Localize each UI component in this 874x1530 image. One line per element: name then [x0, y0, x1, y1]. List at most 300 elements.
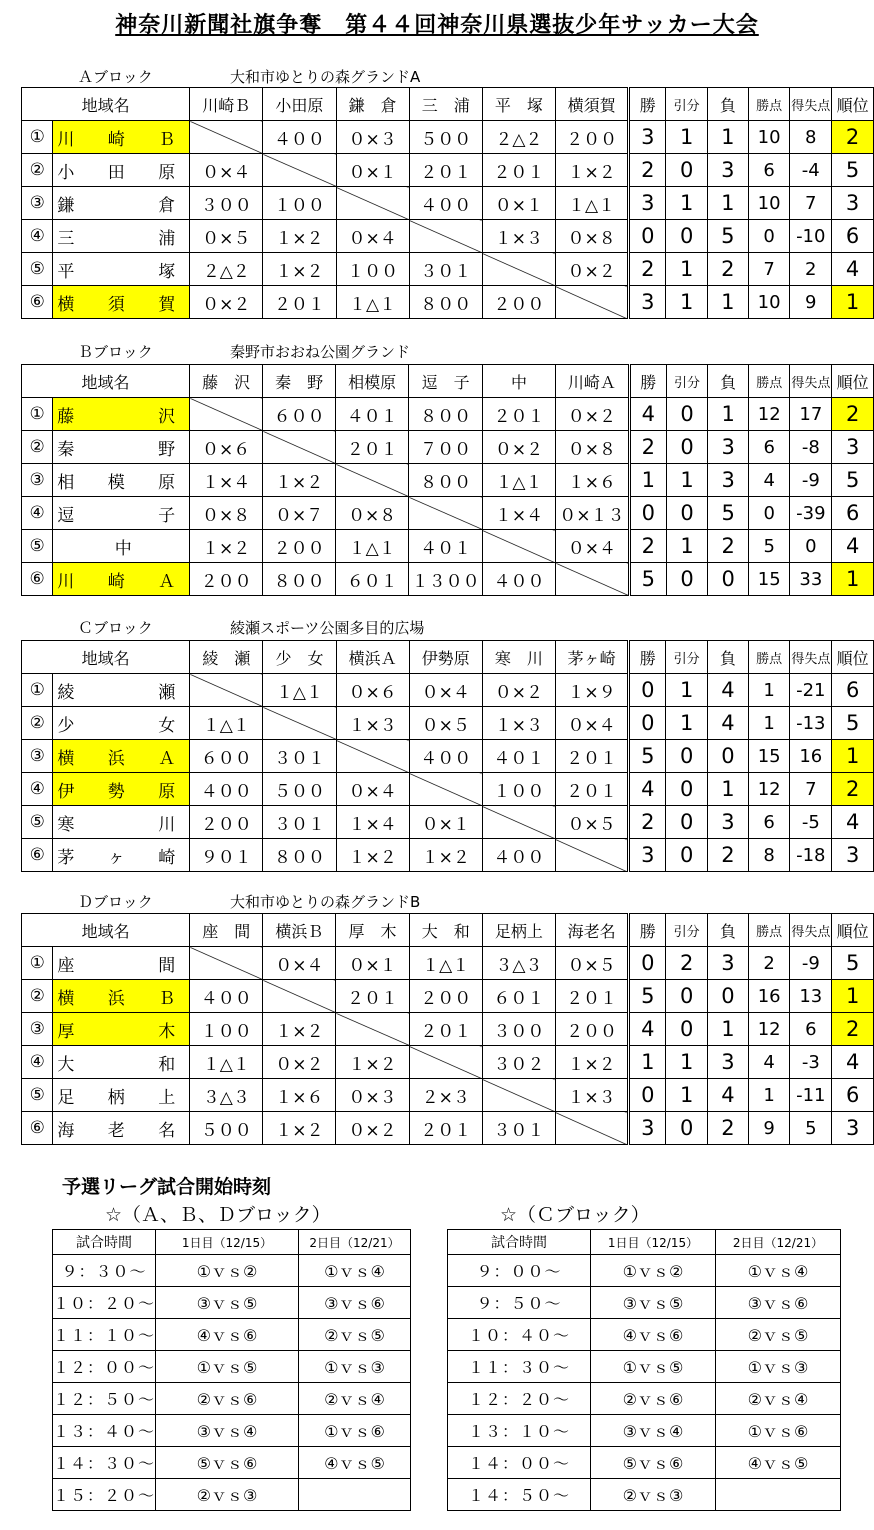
stat-cell: 33: [790, 563, 832, 596]
match-result: ０×５: [555, 806, 628, 839]
schedule-row: [53, 1255, 411, 1287]
stat-cell: 7: [748, 253, 789, 286]
match-result: １×２: [263, 1112, 336, 1145]
rank-cell: 5: [832, 154, 874, 187]
diagonal-cell: [263, 154, 336, 187]
stat-cell: 3: [707, 947, 748, 980]
table-row: [22, 464, 874, 497]
stat-cell: 15: [749, 563, 790, 596]
stat-cell: 1: [629, 464, 666, 497]
match-result: １×６: [263, 1079, 336, 1112]
match-result: ０×２: [190, 286, 263, 319]
stat-cell: -5: [790, 806, 832, 839]
match-result: １×２: [336, 1046, 409, 1079]
stat-cell: 12: [748, 1013, 789, 1046]
team-name: 中: [53, 530, 190, 563]
matchup: ⑤ｖｓ⑥: [156, 1447, 299, 1479]
rank-cell: 6: [832, 497, 874, 530]
rank-cell: 1: [832, 563, 874, 596]
match-result: ２０１: [409, 1112, 482, 1145]
match-result: ４００: [409, 740, 482, 773]
stat-cell: -3: [790, 1046, 832, 1079]
opponent-header: 中: [482, 365, 555, 398]
match-result: ０×２: [556, 398, 630, 431]
stat-cell: 5: [790, 1112, 832, 1145]
opponent-header: 小田原: [263, 88, 336, 121]
match-result: １△１: [555, 187, 628, 220]
opponent-header: 大 和: [409, 914, 482, 947]
team-name: 川 崎 Ｂ: [53, 121, 190, 154]
stat-cell: 9: [748, 1112, 789, 1145]
stat-cell: -9: [790, 464, 832, 497]
stat-cell: 0: [666, 806, 707, 839]
diagonal-cell: [482, 806, 555, 839]
match-result: ０×３: [336, 1079, 409, 1112]
stat-header: 勝点: [748, 88, 789, 121]
schedule-title: 予選リーグ試合開始時刻: [62, 1176, 272, 1198]
stat-cell: 1: [666, 464, 707, 497]
stat-header: 順位: [832, 641, 874, 674]
match-result: ２００: [482, 286, 555, 319]
schedule-header: 2日目（12/21）: [299, 1230, 411, 1255]
match-result: ４００: [409, 187, 482, 220]
match-result: ０×６: [336, 674, 409, 707]
match-result: ０×２: [555, 253, 628, 286]
schedule-header: 2日目（12/21）: [716, 1230, 841, 1255]
match-result: ３０１: [409, 253, 482, 286]
stat-cell: 1: [708, 398, 749, 431]
team-number: ①: [22, 947, 53, 980]
matchup: ③ｖｓ⑥: [299, 1287, 411, 1319]
match-result: １×３: [482, 707, 555, 740]
stat-cell: 16: [790, 740, 832, 773]
match-result: １×２: [263, 220, 336, 253]
stat-cell: 1: [666, 1046, 707, 1079]
table-row: [22, 947, 874, 980]
stat-header: 得失点: [790, 365, 832, 398]
match-result: ５００: [263, 773, 336, 806]
stat-cell: 0: [666, 431, 707, 464]
matchup: ④ｖｓ⑤: [299, 1447, 411, 1479]
table-row: [22, 740, 874, 773]
stat-cell: 3: [708, 431, 749, 464]
stat-cell: -10: [790, 220, 832, 253]
stat-cell: 3: [707, 806, 748, 839]
team-number: ⑤: [22, 530, 53, 563]
rank-cell: 3: [832, 187, 874, 220]
match-result: １×２: [555, 154, 628, 187]
match-result: １００: [482, 773, 555, 806]
match-result: １×９: [555, 674, 628, 707]
match-result: １×２: [190, 530, 263, 563]
diagonal-cell: [263, 980, 336, 1013]
team-name: 秦 野: [53, 431, 190, 464]
diagonal-cell: [482, 1079, 555, 1112]
team-name: 足 柄 上: [53, 1079, 190, 1112]
stat-cell: 1: [666, 707, 707, 740]
stat-cell: 2: [629, 253, 666, 286]
match-result: ２０１: [555, 773, 628, 806]
diagonal-cell: [482, 530, 555, 563]
table-row: [22, 1046, 874, 1079]
stat-cell: 3: [707, 1046, 748, 1079]
stat-cell: 1: [666, 530, 707, 563]
schedule-row: [448, 1319, 841, 1351]
match-result: ０×８: [555, 220, 628, 253]
match-result: ２００: [190, 806, 263, 839]
matchup: ①ｖｓ⑥: [299, 1415, 411, 1447]
stat-cell: 2: [629, 806, 666, 839]
stat-cell: 1: [629, 1046, 666, 1079]
opponent-header: 少 女: [263, 641, 336, 674]
stat-cell: 9: [790, 286, 832, 319]
match-result: ７００: [409, 431, 483, 464]
match-result: ６００: [263, 398, 336, 431]
match-time: １２：００～: [53, 1351, 156, 1383]
area-header: 地域名: [22, 365, 190, 398]
stat-cell: 3: [629, 286, 666, 319]
match-result: ０×１: [336, 947, 409, 980]
team-number: ④: [22, 497, 53, 530]
stat-cell: 0: [748, 220, 789, 253]
area-header: 地域名: [22, 88, 190, 121]
schedule-row: [448, 1287, 841, 1319]
team-number: ①: [22, 398, 53, 431]
diagonal-cell: [336, 187, 409, 220]
table-row: [22, 187, 874, 220]
stat-header: 引分: [666, 914, 707, 947]
match-result: ４００: [263, 121, 336, 154]
table-row: [22, 121, 874, 154]
matchup: ③ｖｓ⑤: [591, 1287, 716, 1319]
stat-cell: 0: [666, 220, 707, 253]
table-row: [22, 286, 874, 319]
diagonal-cell: [555, 286, 628, 319]
match-result: ４００: [482, 563, 555, 596]
stat-cell: 2: [790, 253, 832, 286]
stat-cell: 0: [629, 497, 666, 530]
stat-cell: 1: [666, 253, 707, 286]
stat-cell: 2: [629, 154, 666, 187]
matchup: ②ｖｓ⑥: [591, 1383, 716, 1415]
match-result: ０×７: [263, 497, 336, 530]
match-result: １×２: [263, 253, 336, 286]
rank-cell: 2: [832, 1013, 874, 1046]
block-venue: 大和市ゆとりの森グランドB: [230, 893, 421, 911]
diagonal-cell: [409, 220, 482, 253]
schedule-row: [448, 1255, 841, 1287]
stat-header: 順位: [832, 914, 874, 947]
block-label: Ｄブロック: [78, 893, 153, 911]
rank-cell: 4: [832, 530, 874, 563]
match-result: ６００: [190, 740, 263, 773]
match-result: ２０１: [482, 398, 555, 431]
match-result: １×６: [556, 464, 630, 497]
rank-cell: 3: [832, 839, 874, 872]
stat-cell: 0: [666, 740, 707, 773]
stat-cell: 0: [629, 1079, 666, 1112]
table-row: [22, 980, 874, 1013]
stat-cell: 0: [666, 1013, 707, 1046]
match-result: ８００: [409, 464, 483, 497]
match-time: １４：００～: [448, 1447, 591, 1479]
matchup: ②ｖｓ⑤: [299, 1319, 411, 1351]
matchup: ③ｖｓ⑤: [156, 1287, 299, 1319]
stat-cell: 6: [790, 1013, 832, 1046]
schedule-table-abd: [52, 1229, 411, 1511]
area-header: 地域名: [22, 641, 190, 674]
stat-cell: 4: [629, 1013, 666, 1046]
team-number: ④: [22, 773, 53, 806]
team-number: ③: [22, 187, 53, 220]
team-number: ④: [22, 220, 53, 253]
match-result: ４０１: [336, 398, 409, 431]
stat-cell: 10: [748, 187, 789, 220]
diagonal-cell: [336, 1013, 409, 1046]
diagonal-cell: [190, 398, 263, 431]
match-result: ２００: [263, 530, 336, 563]
table-row: [22, 1112, 874, 1145]
matchup: ②ｖｓ⑥: [156, 1383, 299, 1415]
team-number: ③: [22, 740, 53, 773]
stat-header: 負: [707, 88, 748, 121]
matchup: ②ｖｓ③: [156, 1479, 299, 1511]
stat-header: 順位: [832, 88, 874, 121]
stat-cell: 5: [629, 980, 666, 1013]
match-result: ４００: [190, 773, 263, 806]
schedule-table-c: [447, 1229, 841, 1511]
stat-cell: -21: [790, 674, 832, 707]
stat-cell: 2: [708, 530, 749, 563]
match-time: １０：４０～: [448, 1319, 591, 1351]
match-result: １×３: [482, 220, 555, 253]
schedule-header: 試合時間: [53, 1230, 156, 1255]
stat-header: 得失点: [790, 641, 832, 674]
matchup: ④ｖｓ⑤: [716, 1447, 841, 1479]
match-result: ０×８: [336, 497, 409, 530]
match-result: ６０１: [482, 980, 555, 1013]
stat-cell: 4: [707, 674, 748, 707]
stat-header: 引分: [666, 365, 707, 398]
rank-cell: 1: [832, 980, 874, 1013]
match-result: ０×２: [482, 674, 555, 707]
matchup: ②ｖｓ④: [716, 1383, 841, 1415]
league-table: [21, 640, 874, 872]
match-result: ２０１: [409, 1013, 482, 1046]
stat-cell: 0: [629, 707, 666, 740]
stat-header: 勝点: [748, 641, 789, 674]
match-result: ４００: [190, 980, 263, 1013]
schedule-row: [448, 1383, 841, 1415]
stat-cell: 5: [707, 220, 748, 253]
match-result: ５００: [409, 121, 482, 154]
matchup: ②ｖｓ⑤: [716, 1319, 841, 1351]
matchup: ①ｖｓ⑥: [716, 1415, 841, 1447]
table-row: [22, 154, 874, 187]
opponent-header: 厚 木: [336, 914, 409, 947]
diagonal-cell: [556, 563, 630, 596]
match-result: ２０１: [336, 980, 409, 1013]
diagonal-cell: [190, 947, 263, 980]
match-result: ２０１: [409, 154, 482, 187]
stat-cell: 0: [790, 530, 832, 563]
opponent-header: 座 間: [190, 914, 263, 947]
match-time: １５：２０～: [53, 1479, 156, 1511]
opponent-header: 逗 子: [409, 365, 483, 398]
match-result: ４０１: [482, 740, 555, 773]
matchup: ③ｖｓ④: [591, 1415, 716, 1447]
team-number: ⑤: [22, 1079, 53, 1112]
stat-header: 勝: [629, 914, 666, 947]
table-row: [22, 1013, 874, 1046]
team-name: 茅 ヶ 崎: [53, 839, 190, 872]
stat-header: 勝点: [749, 365, 790, 398]
matchup: ④ｖｓ⑥: [591, 1319, 716, 1351]
match-result: ２△２: [190, 253, 263, 286]
match-result: ２００: [190, 563, 263, 596]
team-name: 横 浜 Ｂ: [53, 980, 190, 1013]
diagonal-cell: [263, 707, 336, 740]
match-time: １１：１０～: [53, 1319, 156, 1351]
stat-cell: 2: [629, 530, 666, 563]
rank-cell: 1: [832, 286, 874, 319]
table-row: [22, 839, 874, 872]
rank-cell: 4: [832, 253, 874, 286]
match-result: １△１: [409, 947, 482, 980]
stat-cell: 3: [708, 464, 749, 497]
stat-cell: 5: [629, 740, 666, 773]
stat-header: 勝: [629, 641, 666, 674]
team-name: 横 須 賀: [53, 286, 190, 319]
table-row: [22, 773, 874, 806]
match-result: １△１: [336, 286, 409, 319]
rank-cell: 5: [832, 947, 874, 980]
stat-cell: 15: [748, 740, 789, 773]
team-name: 厚 木: [53, 1013, 190, 1046]
team-number: ②: [22, 980, 53, 1013]
stat-header: 勝: [629, 88, 666, 121]
stat-cell: 0: [629, 674, 666, 707]
match-result: ０×４: [190, 154, 263, 187]
match-time: ９：００～: [448, 1255, 591, 1287]
match-result: ０×２: [336, 1112, 409, 1145]
stat-cell: 6: [749, 431, 790, 464]
stat-header: 勝: [629, 365, 666, 398]
stat-cell: 0: [666, 980, 707, 1013]
stat-cell: 4: [748, 1046, 789, 1079]
matchup: ①ｖｓ③: [716, 1351, 841, 1383]
stat-cell: 6: [748, 806, 789, 839]
stat-header: 順位: [832, 365, 874, 398]
stat-header: 負: [707, 914, 748, 947]
team-name: 海 老 名: [53, 1112, 190, 1145]
match-result: ４０１: [409, 530, 483, 563]
match-result: ２０１: [482, 154, 555, 187]
match-result: ０×４: [336, 220, 409, 253]
matchup: ①ｖｓ⑤: [156, 1351, 299, 1383]
stat-header: 引分: [666, 88, 707, 121]
team-name: 寒 川: [53, 806, 190, 839]
match-result: ０×５: [409, 707, 482, 740]
match-result: １×４: [190, 464, 263, 497]
match-result: ８００: [263, 839, 336, 872]
stat-cell: -39: [790, 497, 832, 530]
block-label: Ｃブロック: [78, 619, 153, 637]
match-result: ０×４: [555, 707, 628, 740]
match-time: ９：３０～: [53, 1255, 156, 1287]
match-result: ２△２: [482, 121, 555, 154]
stat-cell: 1: [666, 1079, 707, 1112]
match-result: ２００: [555, 1013, 628, 1046]
stat-cell: 7: [790, 773, 832, 806]
match-result: ０×４: [263, 947, 336, 980]
rank-cell: 1: [832, 740, 874, 773]
stat-cell: 10: [748, 286, 789, 319]
opponent-header: 横浜Ｂ: [263, 914, 336, 947]
table-row: [22, 253, 874, 286]
stat-cell: -8: [790, 431, 832, 464]
schedule-row: [448, 1479, 841, 1511]
match-result: ０×１: [336, 154, 409, 187]
stat-cell: 13: [790, 980, 832, 1013]
stat-cell: 16: [748, 980, 789, 1013]
matchup: ①ｖｓ③: [299, 1351, 411, 1383]
league-table: [21, 913, 874, 1145]
stat-cell: 2: [707, 1112, 748, 1145]
stat-cell: 5: [749, 530, 790, 563]
stat-cell: 1: [707, 286, 748, 319]
match-result: ２０１: [555, 980, 628, 1013]
match-result: １００: [263, 187, 336, 220]
opponent-header: 横須賀: [555, 88, 628, 121]
team-name: 少 女: [53, 707, 190, 740]
match-result: ０×８: [556, 431, 630, 464]
match-result: ８００: [409, 286, 482, 319]
stat-cell: -9: [790, 947, 832, 980]
match-time: １３：４０～: [53, 1415, 156, 1447]
stat-cell: 0: [666, 1112, 707, 1145]
schedule-row: [53, 1447, 411, 1479]
match-result: １×３: [555, 1079, 628, 1112]
rank-cell: 4: [832, 806, 874, 839]
diagonal-cell: [336, 740, 409, 773]
diagonal-cell: [482, 253, 555, 286]
stat-cell: 0: [666, 398, 707, 431]
stat-cell: 7: [790, 187, 832, 220]
team-number: ⑥: [22, 563, 53, 596]
opponent-header: 相模原: [336, 365, 409, 398]
match-time: １３：１０～: [448, 1415, 591, 1447]
match-result: １×２: [263, 1013, 336, 1046]
stat-cell: -4: [790, 154, 832, 187]
rank-cell: 2: [832, 773, 874, 806]
team-name: 小 田 原: [53, 154, 190, 187]
area-header: 地域名: [22, 914, 190, 947]
opponent-header: 寒 川: [482, 641, 555, 674]
match-result: ０×３: [336, 121, 409, 154]
match-result: １△１: [263, 674, 336, 707]
match-time: １４：３０～: [53, 1447, 156, 1479]
stat-header: 勝点: [748, 914, 789, 947]
diagonal-cell: [190, 121, 263, 154]
schedule-row: [53, 1415, 411, 1447]
diagonal-cell: [263, 431, 336, 464]
team-number: ⑤: [22, 806, 53, 839]
team-name: 綾 瀬: [53, 674, 190, 707]
stat-cell: 3: [629, 187, 666, 220]
stat-cell: -13: [790, 707, 832, 740]
team-number: ①: [22, 121, 53, 154]
